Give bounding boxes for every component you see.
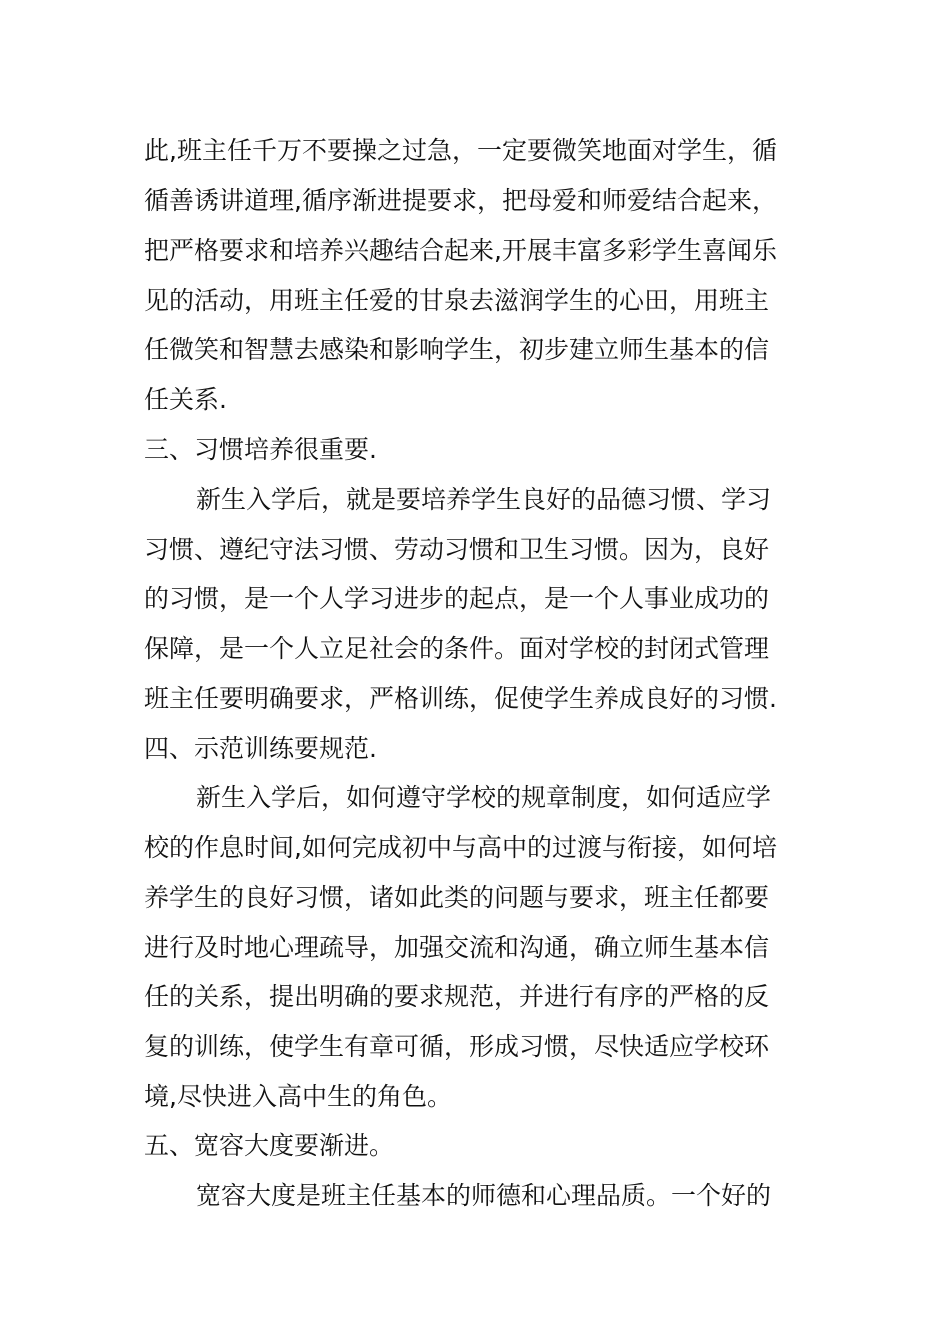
text-line: 境,尽快进入高中生的角色。 (144, 1082, 452, 1111)
text-line: 班主任要明确要求，严格训练，促使学生养成良好的习惯. (144, 684, 777, 713)
text-line: 习惯、遵纪守法习惯、劳动习惯和卫生习惯。因为，良好 (144, 535, 770, 564)
text-line: 养学生的良好习惯，诸如此类的问题与要求，班主任都要 (144, 883, 770, 912)
paragraph-first-line: 新生入学后，就是要培养学生良好的品德习惯、学习 (196, 485, 772, 514)
text-line: 任的关系，提出明确的要求规范，并进行有序的严格的反 (144, 982, 770, 1011)
section-heading: 五、宽容大度要渐进。 (144, 1131, 395, 1160)
text-line: 把严格要求和培养兴趣结合起来,开展丰富多彩学生喜闻乐 (144, 236, 777, 265)
text-line: 任微笑和智慧去感染和影响学生，初步建立师生基本的信 (144, 335, 770, 364)
text-line: 的习惯，是一个人学习进步的起点，是一个人事业成功的 (144, 584, 770, 613)
text-line: 进行及时地心理疏导，加强交流和沟通，确立师生基本信 (144, 933, 770, 962)
text-line: 循善诱讲道理,循序渐进提要求，把母爱和师爱结合起来， (144, 186, 777, 215)
text-line: 任关系. (144, 385, 227, 414)
paragraph-first-line: 新生入学后，如何遵守学校的规章制度，如何适应学 (196, 783, 772, 812)
section-heading: 三、习惯培养很重要. (144, 435, 377, 464)
text-line: 此,班主任千万不要操之过急，一定要微笑地面对学生，循 (144, 136, 777, 165)
text-line: 见的活动，用班主任爱的甘泉去滋润学生的心田，用班主 (144, 286, 770, 315)
paragraph-first-line: 宽容大度是班主任基本的师德和心理品质。一个好的 (196, 1181, 772, 1210)
text-line: 复的训练，使学生有章可循，形成习惯，尽快适应学校环 (144, 1032, 770, 1061)
section-heading: 四、示范训练要规范. (144, 734, 377, 763)
text-line: 保障，是一个人立足社会的条件。面对学校的封闭式管理 (144, 634, 770, 663)
text-line: 校的作息时间,如何完成初中与高中的过渡与衔接，如何培 (144, 833, 777, 862)
